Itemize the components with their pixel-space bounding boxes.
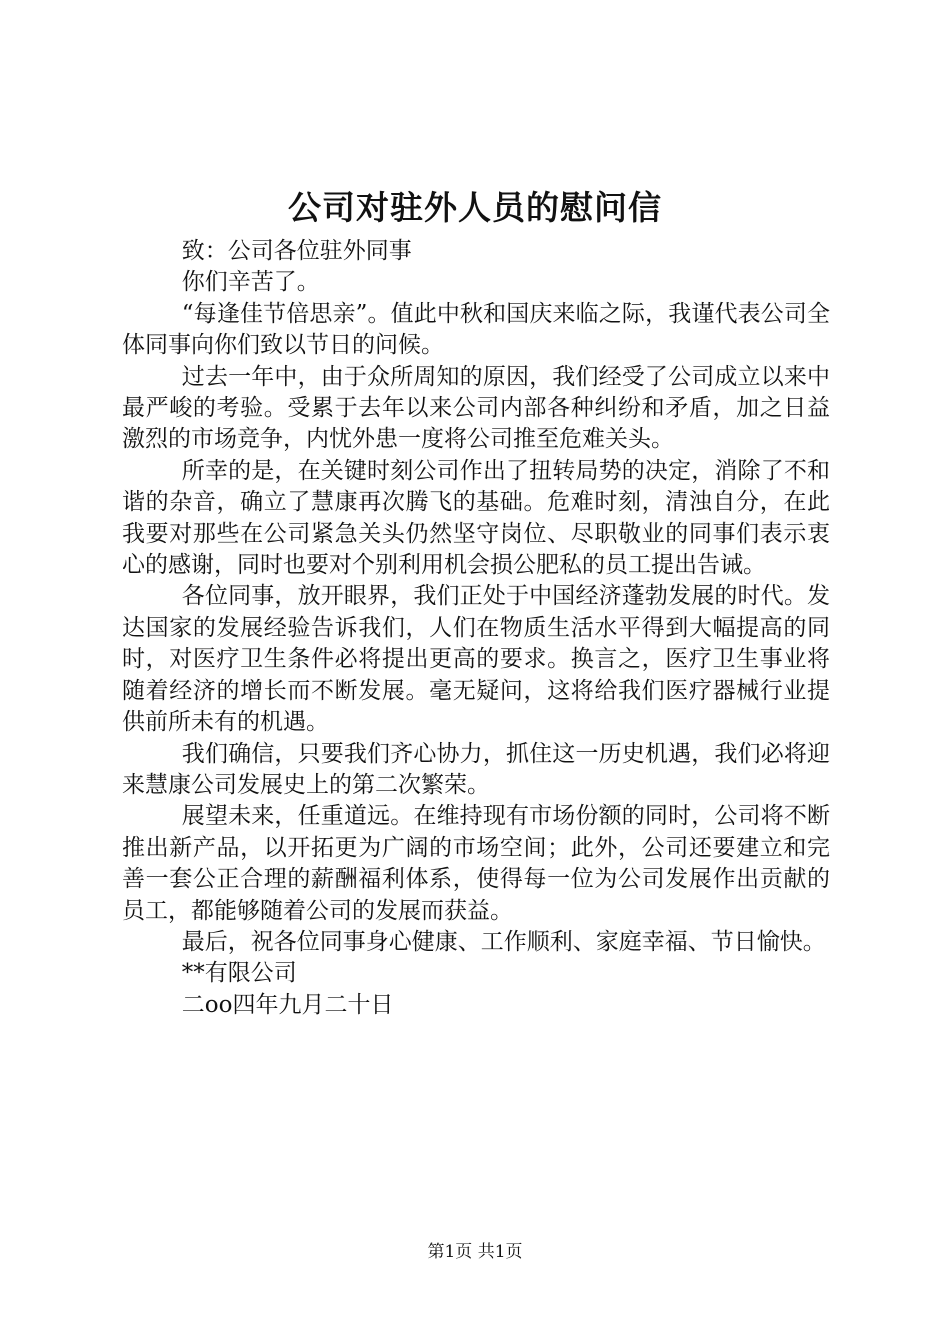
letter-body [122,236,830,1021]
signature-date: 二oo四年九月二十日 [181,991,394,1018]
paragraph: 所幸的是，在关键时刻公司作出了扭转局势的决定，消除了不和谐的杂音，确立了慧康再次腾飞的基础。危难时刻，清浊自分，在此我要对那些在公司紧急关头仍然坚守岗位、尽职敬业的同事们表示衷心的感谢，同时也要对个别利用机会损公肥私的员工提出告诫。 [122,457,830,579]
page-title: 公司对驻外人员的慰问信 [288,188,662,227]
signature-company: **有限公司 [181,960,297,987]
page-number: 第1页 共1页 [427,1242,523,1262]
greeting: 你们辛苦了。 [181,269,320,296]
paragraph: 过去一年中，由于众所周知的原因，我们经受了公司成立以来中最严峻的考验。受累于去年以来公司内部各种纠纷和矛盾，加之日益激烈的市场竞争，内忧外患一度将公司推至危难关头。 [122,363,830,453]
paragraph: 我们确信，只要我们齐心协力，抓住这一历史机遇，我们必将迎来慧康公司发展史上的第二次繁荣。 [122,740,830,798]
paragraph: 最后，祝各位同事身心健康、工作顺利、家庭幸福、节日愉快。 [181,928,826,955]
salutation: 致：公司各位驻外同事 [181,238,412,264]
paragraph: 展望未来，任重道远。在维持现有市场份额的同时，公司将不断推出新产品，以开拓更为广阔的市场空间；此外，公司还要建立和完善一套公正合理的薪酬福利体系，使得每一位为公司发展作出贡献的员工，都能够随着公司的发展而获益。 [122,803,830,924]
paragraph: 各位同事，放开眼界，我们正处于中国经济蓬勃发展的时代。发达国家的发展经验告诉我们，人们在物质生活水平得到大幅提高的同时，对医疗卫生条件必将提出更高的要求。换言之，医疗卫生事业将随着经济的增长而不断发展。毫无疑问，这将给我们医疗器械行业提供前所未有的机遇。 [122,583,830,736]
paragraph: “每逢佳节倍思亲”。值此中秋和国庆来临之际，我谨代表公司全体同事向你们致以节日的问候。 [122,300,830,359]
